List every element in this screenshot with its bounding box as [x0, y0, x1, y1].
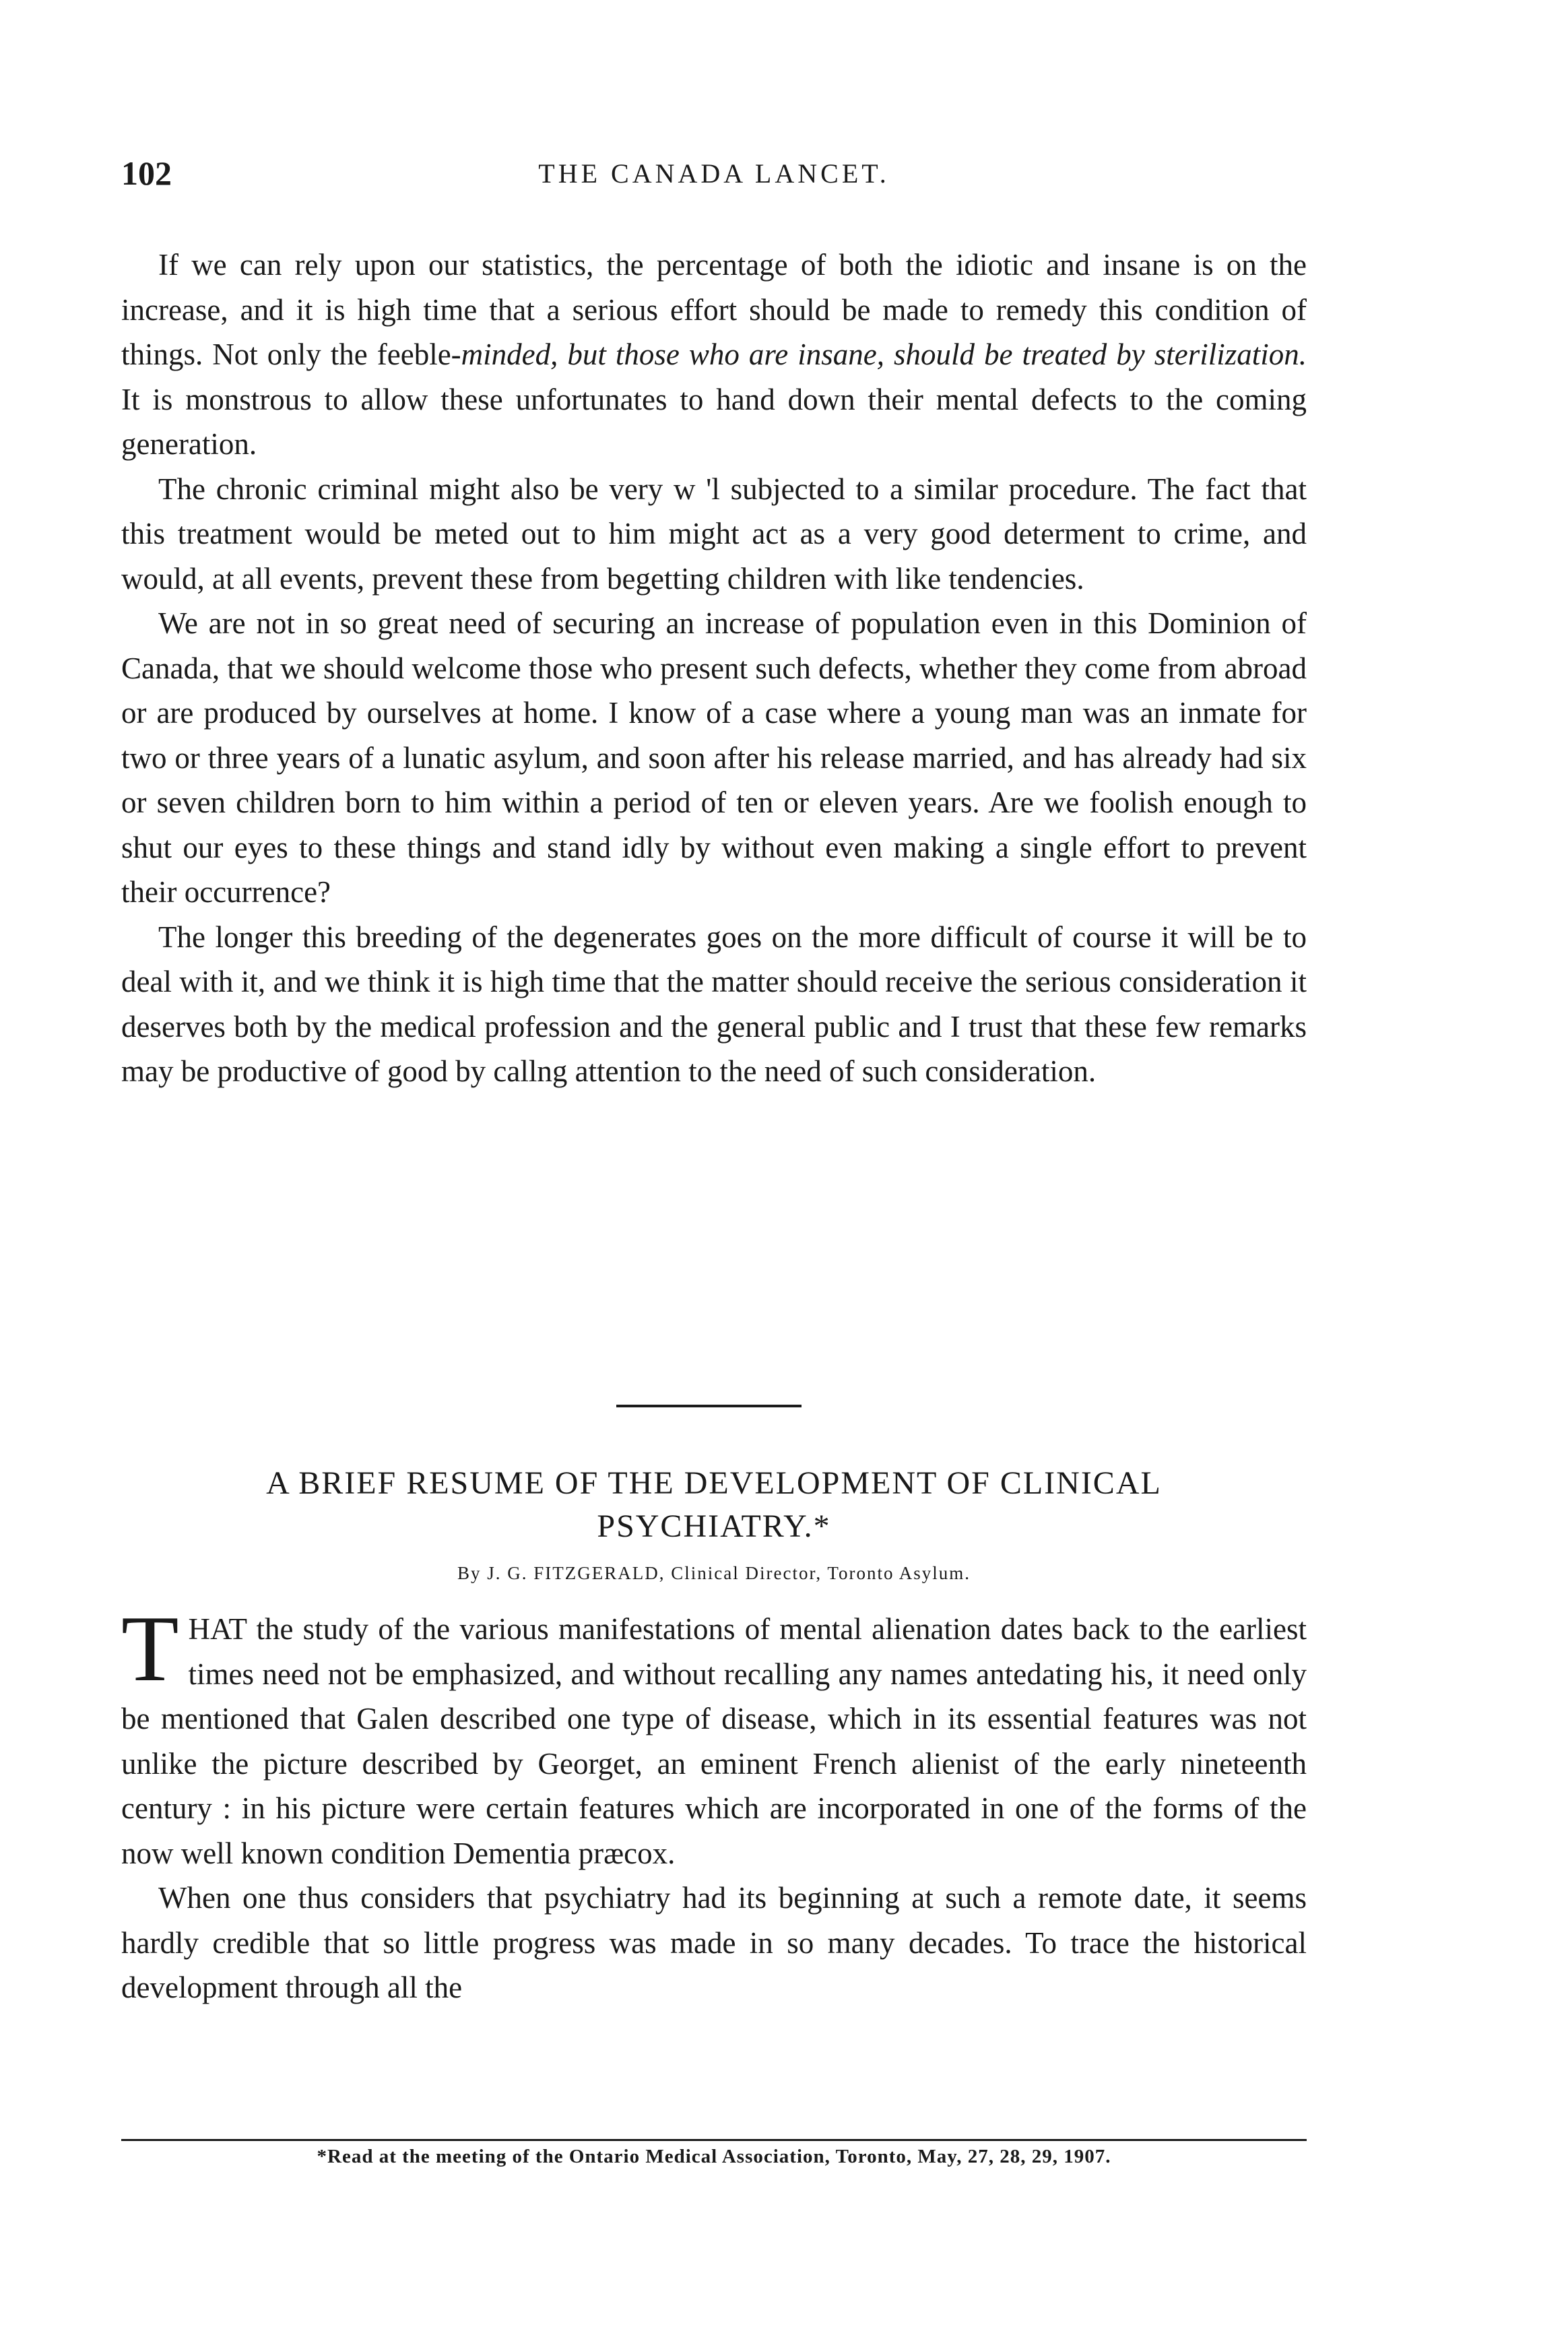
paragraph-text: If we can rely upon our statistics, the percentage of both the idiotic and insane is on the increase, and it is high time that a serious effort should be made to remedy this condition of things. Not only the feeble- — [121, 248, 1307, 371]
article-body — [121, 1597, 1307, 2010]
italic-emphasis: minded, but those who are insane, should be treated by sterilization. — [461, 338, 1307, 371]
paragraph: When one thus considers that psychiatry had its beginning at such a remote date, it seems hardly credible that so little progress was made in so many decades. To trace the historical development through all the — [121, 1881, 1307, 2004]
footnote-rule — [121, 2139, 1307, 2141]
body-text-previous-article — [121, 243, 1307, 1094]
byline: By J. G. FITZGERALD, Clinical Director, Toronto Asylum. — [457, 1563, 971, 1583]
page-header — [121, 154, 1307, 201]
article-title — [121, 1462, 1307, 1548]
page-number: 102 — [121, 154, 172, 192]
footnote: *Read at the meeting of the Ontario Medical Association, Toronto, May, 27, 28, 29, 1907. — [317, 2146, 1111, 2167]
article-title-line: PSYCHIATRY.* — [597, 1508, 831, 1544]
paragraph: We are not in so great need of securing an increase of population even in this Dominion of Canada, that we should welcome those who present such defects, whether they come from abroad or are produced by ourselves at home. I know of a case where a young man was an inmate for two or three years of a lunatic asylum, and soon after his release married, and has already had six or seven children born to him within a period of ten or eleven years. Are we foolish enough to shut our eyes to these things and stand idly by without even making a single effort to prevent their occurrence? — [121, 606, 1307, 909]
paragraph: The longer this breeding of the degenerates goes on the more difficult of course it will be to deal with it, and we think it is high time that the matter should receive the serious consideration it deserves both by the medical profession and the general public and I trust that these few remarks may be productive of good by callng attention to the need of such consideration. — [121, 920, 1307, 1088]
drop-cap: T — [121, 1597, 179, 1701]
paragraph — [121, 243, 1307, 467]
paragraph-text: HAT the study of the various manifestations of mental alienation dates back to the earliest times need not be emphasized, and without recalling any names antedating his, it need only be mentioned that Galen described one type of disease, which in its essential features was not unlike the picture described by Georget, an eminent French alienist of the early nineteenth century : in his picture were certain features which are incorporated in one of the forms of the now well known condition Dementia præcox. — [121, 1612, 1307, 1870]
paragraph: The chronic criminal might also be very w 'l subjected to a similar procedure. The fact that this treatment would be meted out to him might act as a very good determent to crime, and would, at all events, prevent these from begetting children with like tendencies. — [121, 472, 1307, 596]
article-title-line: A BRIEF RESUME OF THE DEVELOPMENT OF CLINICAL — [266, 1465, 1162, 1501]
running-head: THE CANADA LANCET. — [538, 158, 890, 189]
paragraph — [121, 1597, 1307, 1876]
section-divider — [616, 1405, 802, 1407]
paragraph-text: It is monstrous to allow these unfortunates to hand down their mental defects to the coming generation. — [121, 382, 1307, 461]
